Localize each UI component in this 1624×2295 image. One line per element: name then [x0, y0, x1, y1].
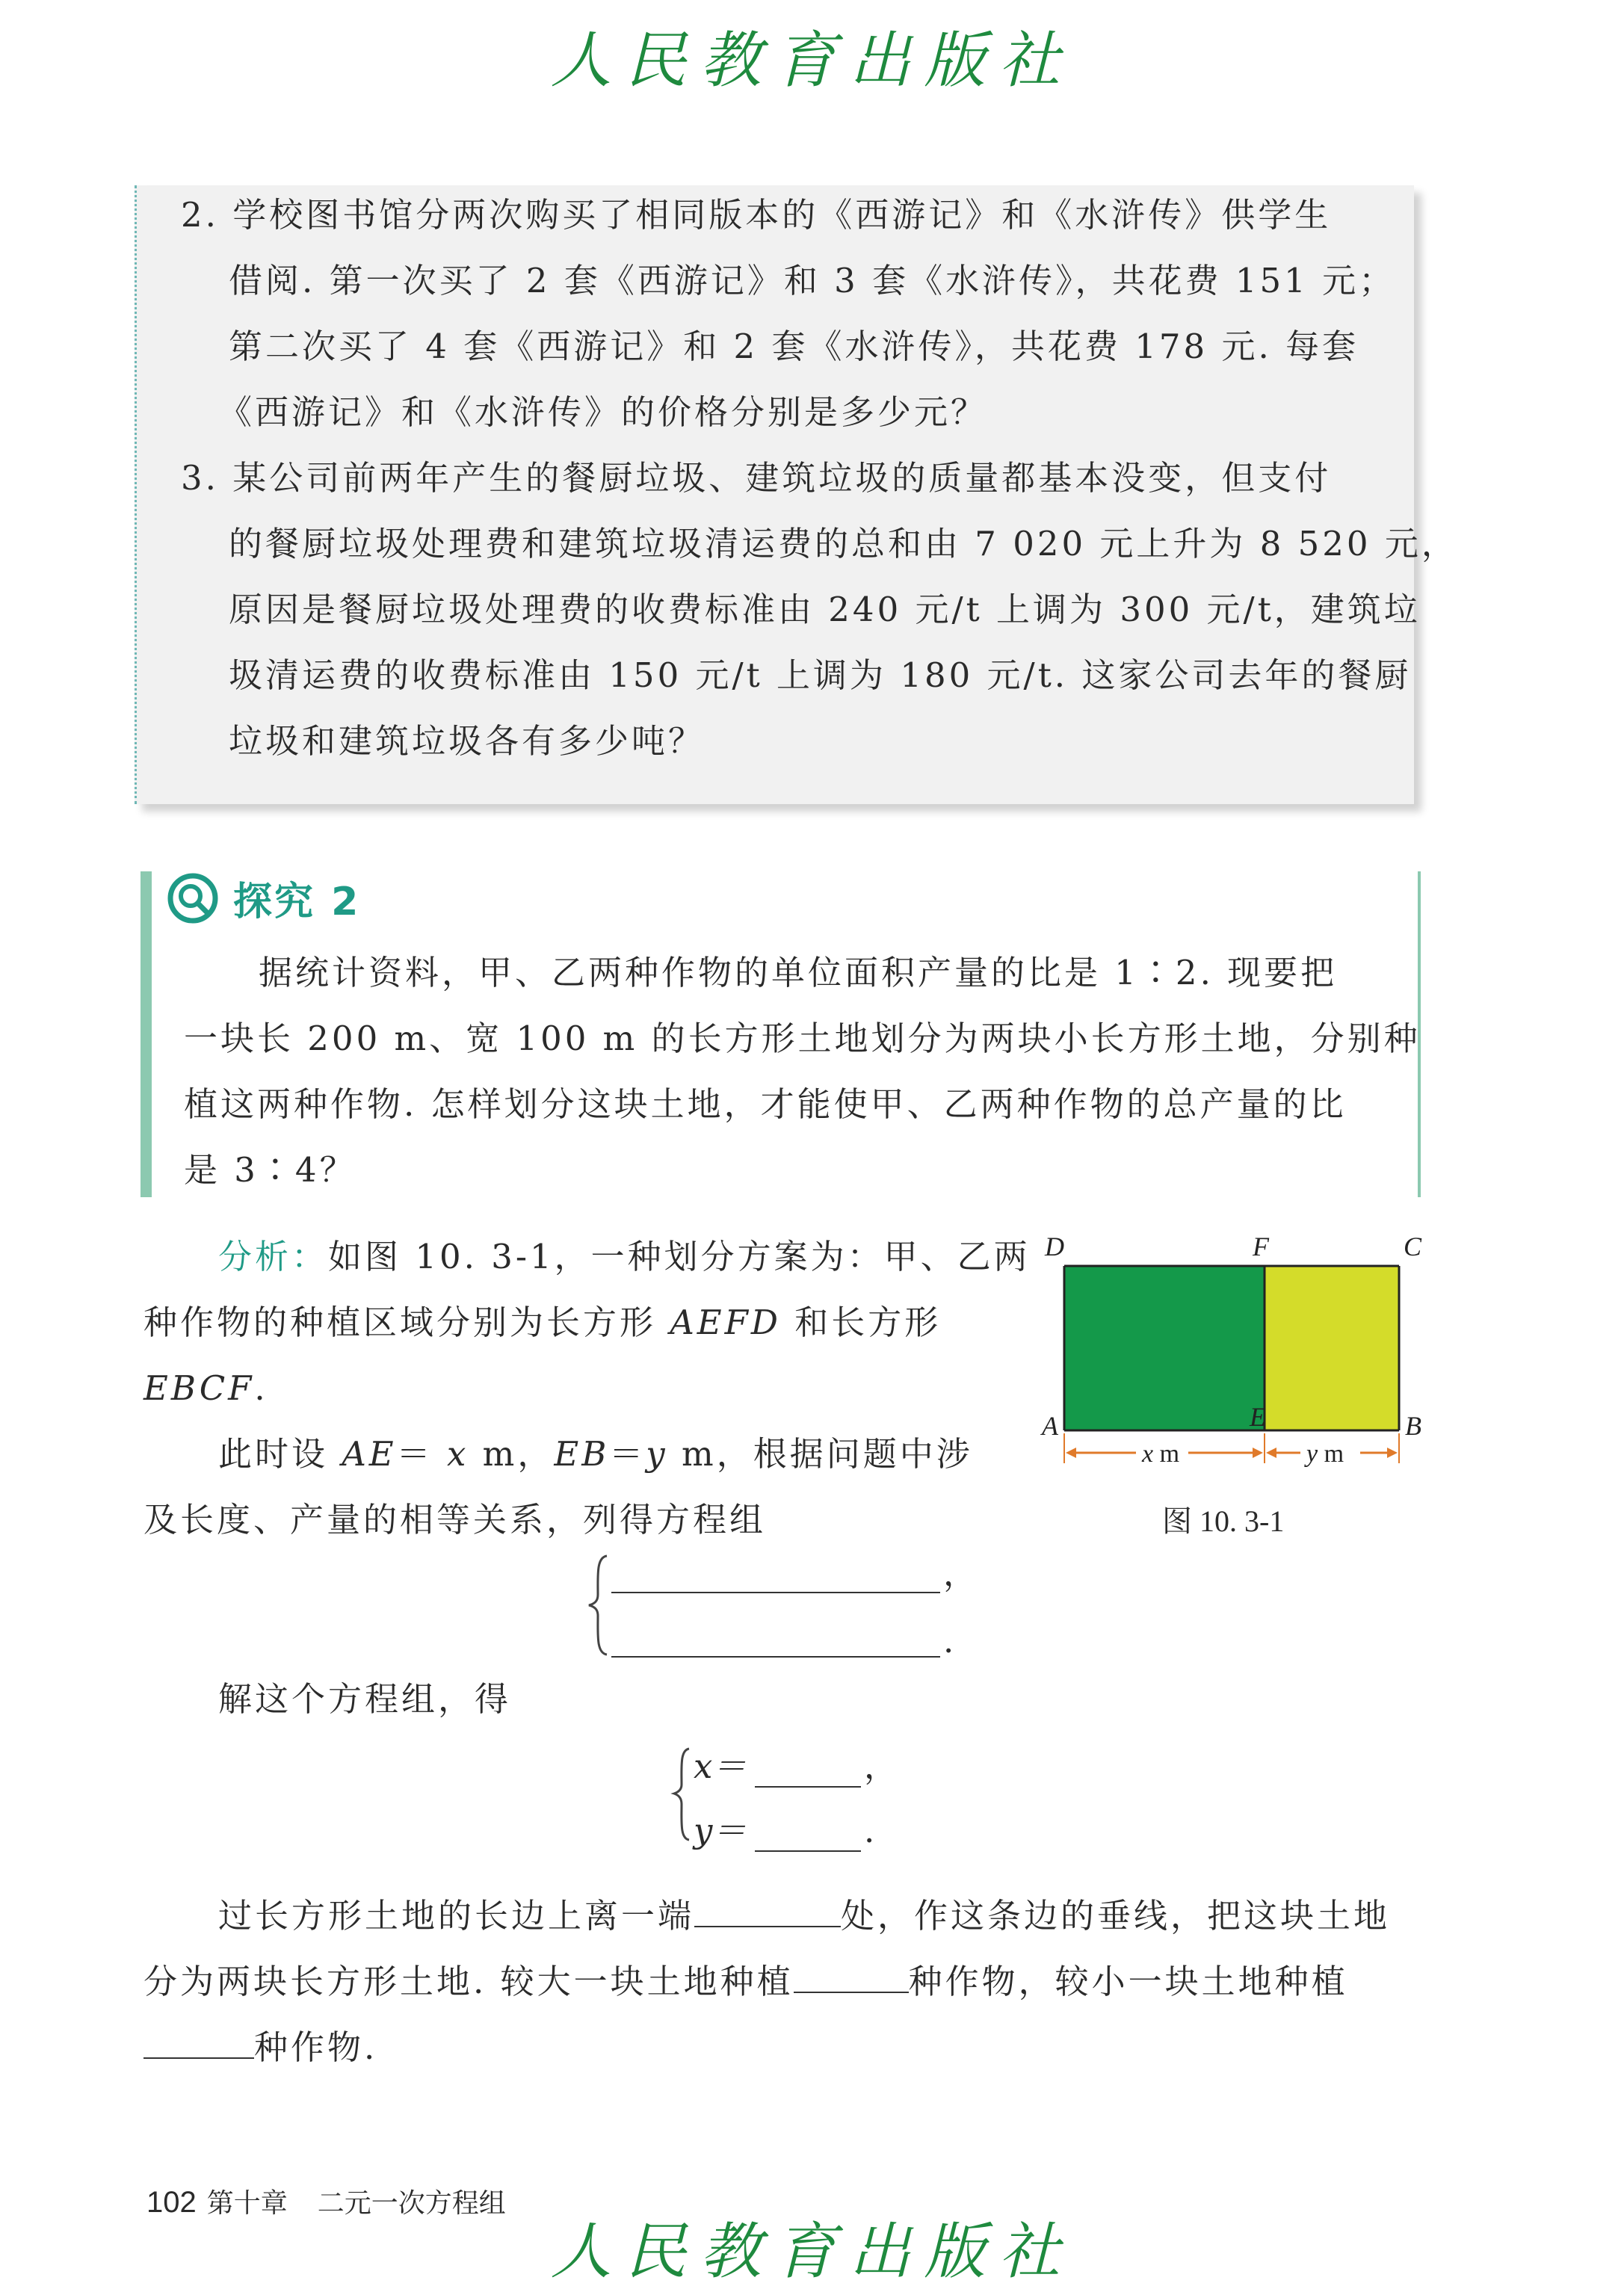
- dim-x-label: x m: [1142, 1440, 1180, 1468]
- analysis-line-4: [218, 1432, 973, 1477]
- explore-line-3: 植这两种作物. 怎样划分这块土地，才能使甲、乙两种作物的总产量的比: [184, 1084, 1347, 1124]
- rect-aefd: AEFD: [670, 1303, 781, 1342]
- var-x: x: [446, 1434, 469, 1474]
- label-e: E: [1250, 1402, 1266, 1432]
- y-value-blank[interactable]: [755, 1828, 861, 1852]
- var-eb: EB: [554, 1434, 610, 1474]
- crop-small-blank[interactable]: [143, 2026, 254, 2059]
- q3-line-2: 的餐厨垃圾处理费和建筑垃圾清运费的总和由 7 020 元上升为 8 520 元，: [229, 524, 1458, 563]
- equals-1: ＝: [396, 1434, 447, 1474]
- analysis-line-1: [218, 1235, 1031, 1279]
- region-aefd: [1064, 1266, 1265, 1430]
- publisher-watermark-bottom: 人民教育出版社: [550, 2217, 1074, 2288]
- analysis-label: 分析：: [218, 1237, 329, 1276]
- publisher-watermark-top: 人民教育出版社: [550, 25, 1074, 96]
- explore-left-bar: [141, 871, 152, 1197]
- figure-caption: 图 10. 3-1: [1162, 1504, 1285, 1538]
- var-ae: AE: [342, 1434, 397, 1474]
- crop-large-blank[interactable]: [794, 1960, 909, 1993]
- equation-blank-2[interactable]: [611, 1634, 940, 1658]
- q3-line-5: 垃圾和建筑垃圾各有多少吨？: [229, 721, 706, 761]
- x-comma: ，: [864, 1746, 898, 1786]
- page-number: 102: [146, 2186, 197, 2219]
- label-b: B: [1405, 1411, 1421, 1441]
- label-c: C: [1404, 1232, 1422, 1261]
- analysis-text-2b: 和长方形: [780, 1303, 942, 1342]
- analysis-period: .: [254, 1368, 268, 1408]
- x-value-blank[interactable]: [755, 1764, 861, 1788]
- explore-title: 探究 2: [233, 880, 361, 924]
- conclusion-line-1: [218, 1894, 1390, 1939]
- analysis-text-2a: 种作物的种植区域分别为长方形: [143, 1303, 670, 1342]
- left-brace-2: [670, 1746, 695, 1843]
- conclusion-line-2: [143, 1959, 1348, 2004]
- x-equals: x＝: [694, 1746, 747, 1786]
- chapter-title: 二元一次方程组: [317, 2187, 506, 2218]
- chapter-label: 第十章: [206, 2187, 288, 2218]
- label-a: A: [1042, 1411, 1058, 1441]
- equation-blank-1[interactable]: [611, 1569, 940, 1593]
- q2-line-3: 第二次买了 4 套《西游记》和 2 套《水浒传》，共花费 178 元. 每套: [229, 327, 1359, 366]
- label-f: F: [1253, 1232, 1269, 1261]
- unit-m-2: m，根据问题中涉: [667, 1434, 973, 1474]
- conclusion-line-3: [143, 2025, 377, 2070]
- equation-period: .: [943, 1621, 954, 1661]
- dimension-arrows: [1064, 1433, 1399, 1463]
- conclusion-text-1a: 过长方形土地的长边上离一端: [218, 1896, 695, 1936]
- analysis-text-1: 如图 10. 3-1，一种划分方案为：甲、乙两: [328, 1237, 1031, 1276]
- analysis-line-2: [143, 1300, 941, 1345]
- analysis-line-5: 及长度、产量的相等关系，列得方程组: [143, 1500, 767, 1539]
- analysis-text-4a: 此时设: [218, 1434, 342, 1474]
- solve-text: 解这个方程组，得: [218, 1679, 512, 1719]
- q3-line-1: 3. 某公司前两年产生的餐厨垃圾、建筑垃圾的质量都基本没变，但支付: [181, 458, 1332, 498]
- var-y: y: [646, 1434, 668, 1474]
- distance-blank[interactable]: [694, 1894, 841, 1927]
- q2-line-4: 《西游记》和《水浒传》的价格分别是多少元？: [218, 392, 988, 432]
- conclusion-text-2b: 种作物，较小一块土地种植: [908, 1962, 1348, 2001]
- y-equals: y＝: [694, 1811, 747, 1850]
- y-period: .: [864, 1811, 875, 1850]
- conclusion-text-3b: 种作物.: [254, 2027, 378, 2067]
- q2-line-1: 2. 学校图书馆分两次购买了相同版本的《西游记》和《水浒传》供学生: [181, 195, 1332, 235]
- explore-line-1: 据统计资料，甲、乙两种作物的单位面积产量的比是 1∶2. 现要把: [259, 953, 1338, 992]
- explore-magnifier-icon: [166, 871, 220, 925]
- analysis-line-3: [143, 1366, 268, 1411]
- equals-2: ＝: [609, 1434, 646, 1474]
- q3-line-4: 圾清运费的收费标准由 150 元/t 上调为 180 元/t. 这家公司去年的餐厨: [229, 655, 1412, 695]
- figure-10-3-1: [1031, 1226, 1435, 1495]
- q3-line-3: 原因是餐厨垃圾处理费的收费标准由 240 元/t 上调为 300 元/t，建筑垃: [229, 590, 1421, 629]
- explore-line-4: 是 3∶4？: [184, 1150, 356, 1190]
- explore-line-2: 一块长 200 m、宽 100 m 的长方形土地划分为两块小长方形土地，分别种: [184, 1019, 1421, 1058]
- equation-comma: ，: [943, 1554, 978, 1593]
- rect-ebcf: EBCF: [143, 1368, 255, 1408]
- q2-line-2: 借阅. 第一次买了 2 套《西游记》和 3 套《水浒传》，共花费 151 元；: [229, 261, 1396, 300]
- conclusion-text-2a: 分为两块长方形土地. 较大一块土地种植: [143, 1962, 794, 2001]
- conclusion-text-1b: 处，作这条边的垂线，把这块土地: [841, 1896, 1391, 1936]
- region-ebcf: [1265, 1266, 1399, 1430]
- unit-m-1: m，: [469, 1434, 555, 1474]
- label-d: D: [1045, 1232, 1064, 1261]
- left-brace-1: [584, 1553, 614, 1658]
- dim-y-label: y m: [1306, 1440, 1344, 1468]
